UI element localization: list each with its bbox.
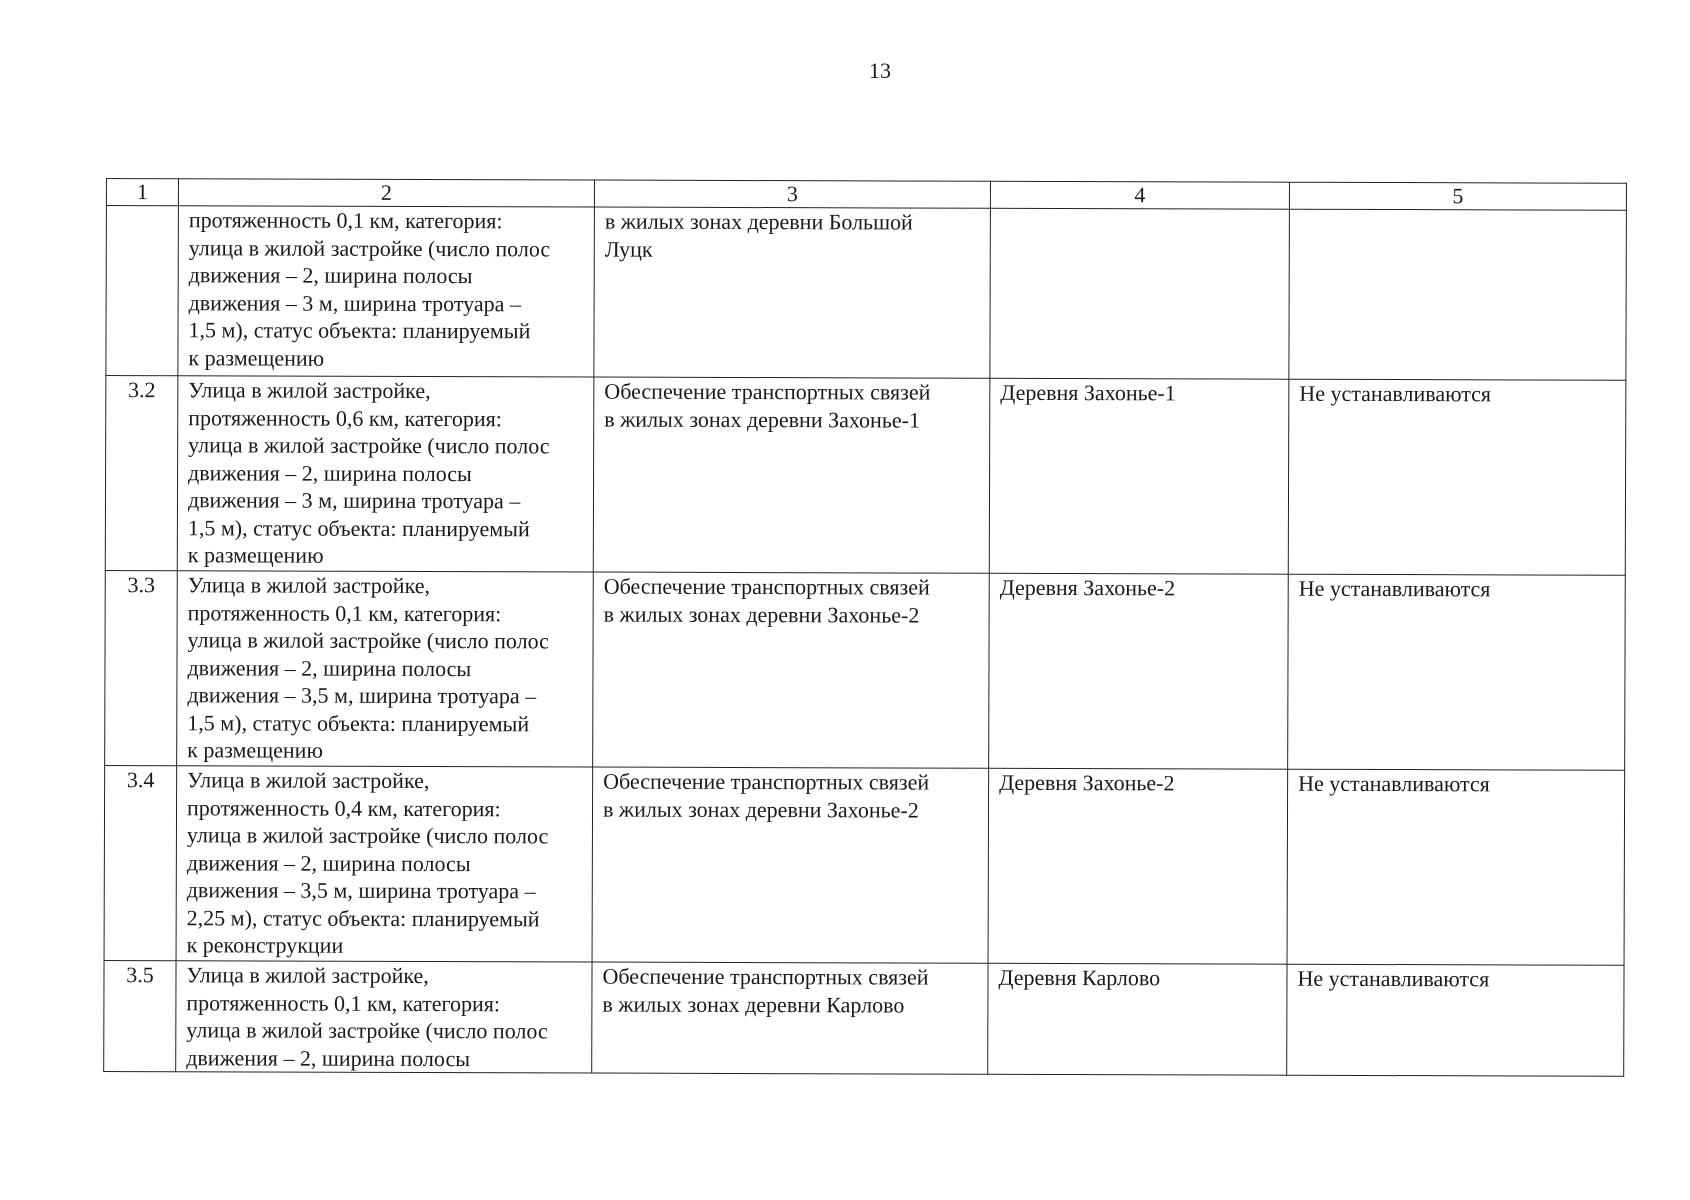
object-description: Улица в жилой застройке, протяженность 0,1 км, категория: улица в жилой застройке (число полос движения – 2, ширина полосы движения – 3,5 м, ширина тротуара – 1,5 м), статус объекта: планируемый к размещению [177,571,594,767]
object-purpose: Обеспечение транспортных связей в жилых зонах деревни Захонье-1 [593,377,990,573]
header-col-4: 4 [990,181,1289,209]
object-purpose: Обеспечение транспортных связей в жилых зонах деревни Карлово [592,962,988,1074]
row-number: 3.3 [105,570,178,765]
table-row [104,765,1625,965]
object-zones: Не устанавливаются [1287,769,1625,965]
object-zones: Не устанавливаются [1287,964,1624,1076]
object-description: Улица в жилой застройке, протяженность 0,1 км, категория: улица в жилой застройке (число полос движения – 2, ширина полосы [176,961,592,1073]
object-description: протяженность 0,1 км, категория: улица в жилой застройке (число полос движения – 2, ширина полосы движения – 3 м, ширина тротуара – 1,5 м), статус объекта: планируемый к размещению [178,206,595,377]
page-number: 13 [869,58,891,83]
table-row [104,960,1624,1076]
table-row [105,376,1626,576]
header-col-1: 1 [106,179,178,206]
table-row [105,570,1626,770]
header-col-5: 5 [1289,182,1626,210]
row-number [106,206,179,376]
object-description: Улица в жилой застройке, протяженность 0,4 км, категория: улица в жилой застройке (число полос движения – 2, ширина полосы движения – 3,5 м, ширина тротуара – 2,25 м), статус объекта: планируемый к реконструкции [176,766,593,962]
table-row [106,206,1627,381]
objects-table-wrapper [103,178,1627,1077]
row-number: 3.4 [104,765,177,960]
object-zones: Не устанавливаются [1288,574,1626,770]
object-purpose: Обеспечение транспортных связей в жилых зонах деревни Захонье-2 [592,767,989,963]
object-description: Улица в жилой застройке, протяженность 0,6 км, категория: улица в жилой застройке (число полос движения – 2, ширина полосы движения – 3 м, ширина тротуара – 1,5 м), статус объекта: планируемый к размещению [177,376,594,572]
object-location: Деревня Захонье-2 [989,573,1289,769]
object-purpose: Обеспечение транспортных связей в жилых зонах деревни Захонье-2 [593,572,990,768]
row-number: 3.5 [104,960,176,1071]
object-zones [1289,209,1627,380]
object-location: Деревня Захонье-2 [988,768,1288,964]
object-zones: Не устанавливаются [1288,379,1626,575]
object-location: Деревня Карлово [988,963,1287,1075]
header-col-2: 2 [178,179,594,207]
objects-table [103,178,1627,1077]
row-number: 3.2 [105,376,178,571]
object-purpose: в жилых зонах деревни Большой Луцк [594,207,991,378]
object-location [990,208,1290,379]
object-location: Деревня Захонье-1 [989,378,1289,574]
header-col-3: 3 [594,180,990,208]
